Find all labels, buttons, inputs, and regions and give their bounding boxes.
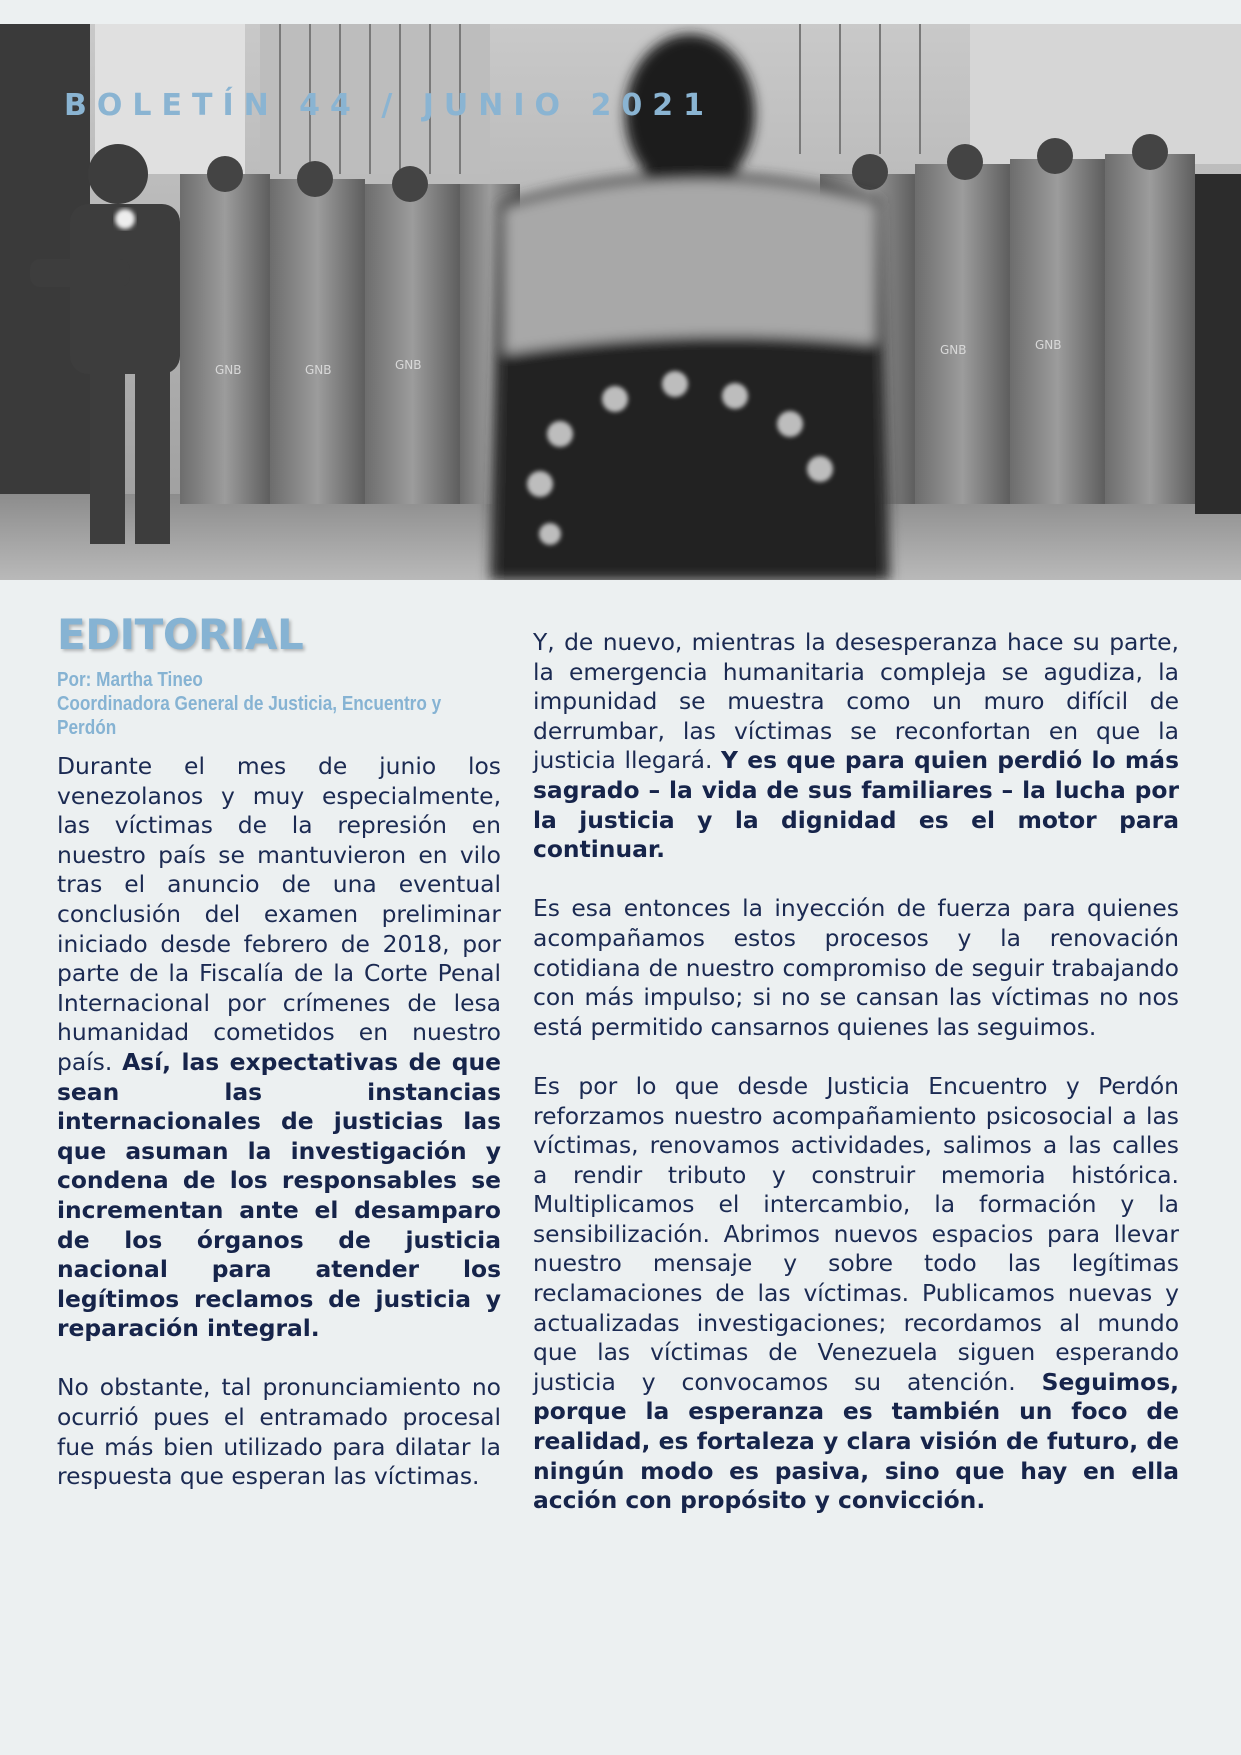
left-paragraph-1-bold: Así, las expectativas de que sean las instancias internacionales de justicias las que asuman la investigación y condena de los responsables se incrementan ante el desamparo de los órganos de justicia nacional para atender los legítimos reclamos de justicia y reparación integral. bbox=[57, 1047, 501, 1343]
svg-text:GNB: GNB bbox=[305, 363, 332, 377]
svg-text:GNB: GNB bbox=[1035, 338, 1062, 352]
issue-label: BOLETÍN 44 / JUNIO 2021 bbox=[64, 88, 714, 123]
svg-text:GNB: GNB bbox=[215, 363, 242, 377]
right-paragraph-1-text: Y, de nuevo, mientras la desesperanza hace su parte, la emergencia humanitaria compleja se agudiza, la impunidad se muestra como un muro difícil de derrumbar, las víctimas se reconfortan en que la justicia llegará. bbox=[533, 628, 1179, 775]
byline-author: Por: Martha Tineo bbox=[57, 669, 203, 691]
section-title: EDITORIAL bbox=[57, 610, 304, 659]
editorial-left-column bbox=[57, 612, 501, 1521]
byline-role-line-2: Perdón bbox=[57, 717, 117, 739]
right-paragraph-3-bold: Seguimos, porque la esperanza es también un foco de realidad, es fortaleza y clara visión de futuro, de ningún modo es pasiva, sino que hay en ella acción con propósito y convicción. bbox=[533, 1367, 1179, 1515]
svg-text:GNB: GNB bbox=[395, 358, 422, 372]
editorial-right-column bbox=[533, 628, 1179, 1545]
left-paragraph-1-text: Durante el mes de junio los venezolanos y muy especialmente, las víctimas de la represión en nuestro país se mantuvieron en vilo tras el anuncio de una eventual conclusión del examen preliminar iniciado desde febrero de 2018, por parte de la Fiscalía de la Corte Penal Internacional por crímenes de lesa humanidad cometidos en nuestro país. bbox=[57, 752, 501, 1076]
right-paragraph-3 bbox=[533, 1072, 1179, 1516]
byline bbox=[57, 668, 501, 740]
right-paragraph-1-bold: Y es que para quien perdió lo más sagrado – la vida de sus familiares – la lucha por la justicia y la dignidad es el motor para continuar. bbox=[533, 746, 1180, 864]
left-paragraph-2: No obstante, tal pronunciamiento no ocurrió pues el entramado procesal fue más bien utilizado para dilatar la respuesta que esperan las víctimas. bbox=[57, 1373, 501, 1491]
right-paragraph-2: Es esa entonces la inyección de fuerza para quienes acompañamos estos procesos y la renovación cotidiana de nuestro compromiso de seguir trabajando con más impulso; si no se cansan las víctimas no nos está permitido cansarnos quienes las seguimos. bbox=[533, 894, 1179, 1041]
right-paragraph-3-text: Es por lo que desde Justicia Encuentro y Perdón reforzamos nuestro acompañamiento psicosocial a las víctimas, renovamos actividades, salimos a las calles a rendir tributo y construir memoria histórica. Multiplicamos el intercambio, la formación y la sensibilización. Abrimos nuevos espacios para llevar nuestro mensaje y sobre todo las legítimas reclamaciones de las víctimas. Publicamos nuevas y actualizadas investigaciones; recordamos al mundo que las víctimas de Venezuela siguen esperando justicia y convocamos su atención. bbox=[533, 1071, 1179, 1396]
svg-text:GNB: GNB bbox=[940, 343, 967, 357]
byline-role-line-1: Coordinadora General de Justicia, Encuentro y bbox=[57, 693, 442, 715]
left-paragraph-1 bbox=[57, 752, 501, 1344]
right-paragraph-1 bbox=[533, 628, 1179, 865]
